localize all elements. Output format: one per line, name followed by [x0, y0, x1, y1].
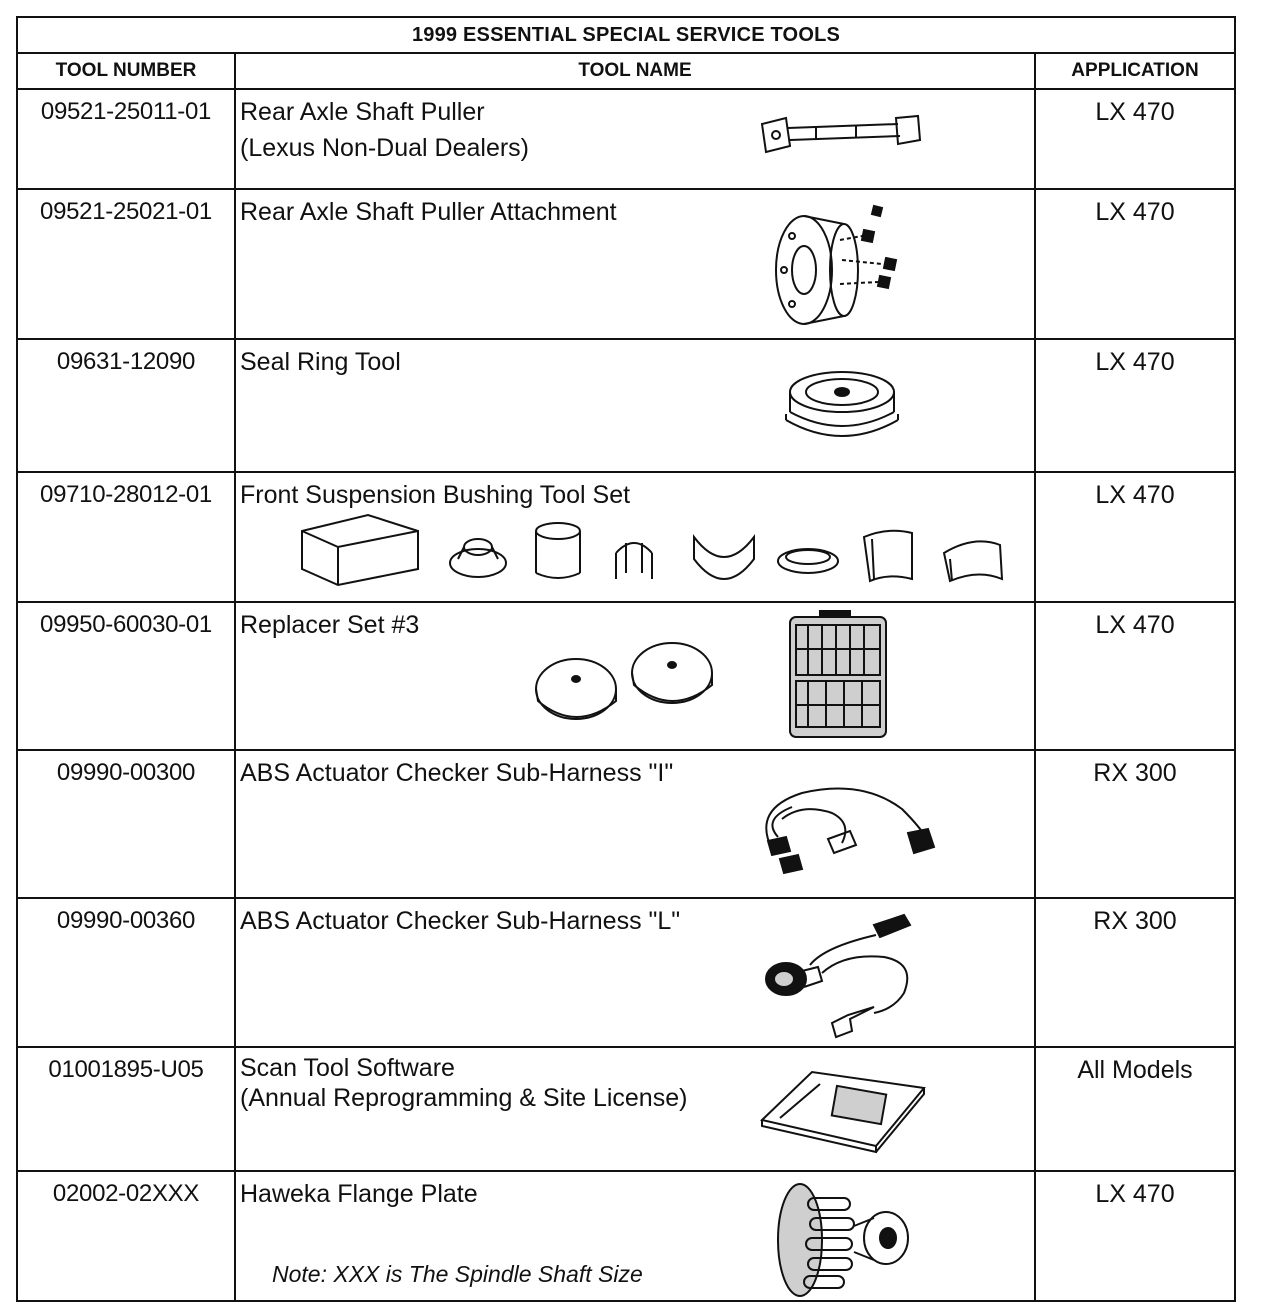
- table-title: 1999 ESSENTIAL SPECIAL SERVICE TOOLS: [17, 17, 1235, 53]
- tool-number: 01001895-U05: [17, 1047, 235, 1171]
- table-row: [17, 339, 1235, 471]
- bushing-tool-set-icon: [298, 513, 1008, 593]
- tool-name-line2: (Annual Reprogramming & Site License): [240, 1083, 688, 1112]
- tool-name: Seal Ring Tool: [240, 348, 401, 377]
- application: All Models: [1035, 1047, 1235, 1171]
- puller-attachment-icon: [770, 200, 910, 330]
- harness-i-icon: [752, 779, 942, 875]
- harness-l-icon: [764, 913, 924, 1041]
- header-application: APPLICATION: [1035, 53, 1235, 89]
- flange-plate-icon: [774, 1180, 914, 1298]
- tool-number: 09950-60030-01: [17, 602, 235, 750]
- application: LX 470: [1035, 1171, 1235, 1301]
- tool-name: Rear Axle Shaft Puller: [240, 98, 485, 127]
- table-row: [17, 898, 1235, 1046]
- application: RX 300: [1035, 898, 1235, 1046]
- tool-number: 02002-02XXX: [17, 1171, 235, 1301]
- software-card-icon: [760, 1070, 926, 1152]
- tool-name: Haweka Flange Plate: [240, 1179, 478, 1208]
- table-row: [17, 602, 1235, 750]
- tool-name: Scan Tool Software: [240, 1053, 455, 1082]
- table-row: [17, 89, 1235, 189]
- tool-name: ABS Actuator Checker Sub-Harness "L": [240, 907, 681, 936]
- table-row: [17, 189, 1235, 339]
- tool-number: 09521-25011-01: [17, 89, 235, 189]
- application: LX 470: [1035, 602, 1235, 750]
- axle-shaft-puller-icon: [756, 110, 926, 160]
- tool-number: 09990-00300: [17, 750, 235, 898]
- tool-number: 09990-00360: [17, 898, 235, 1046]
- tool-name: ABS Actuator Checker Sub-Harness "I": [240, 759, 674, 788]
- tool-number: 09710-28012-01: [17, 472, 235, 602]
- tool-number: 09521-25021-01: [17, 189, 235, 339]
- tool-name: Replacer Set #3: [240, 610, 420, 639]
- table-row: [17, 1047, 1235, 1171]
- tools-table: [16, 16, 1236, 1302]
- tool-name: Rear Axle Shaft Puller Attachment: [240, 198, 617, 227]
- table-row: [17, 750, 1235, 898]
- table-row: [17, 1171, 1235, 1301]
- note: Note: XXX is The Spindle Shaft Size: [272, 1261, 643, 1287]
- application: LX 470: [1035, 189, 1235, 339]
- application: LX 470: [1035, 89, 1235, 189]
- replacer-set-icon: [532, 609, 892, 745]
- tool-name-line2: (Lexus Non-Dual Dealers): [240, 134, 530, 163]
- seal-ring-tool-icon: [782, 358, 902, 450]
- tool-name: Front Suspension Bushing Tool Set: [240, 480, 631, 509]
- header-tool-name: TOOL NAME: [235, 53, 1035, 89]
- application: LX 470: [1035, 472, 1235, 602]
- header-tool-number: TOOL NUMBER: [17, 53, 235, 89]
- table-row: [17, 472, 1235, 602]
- application: RX 300: [1035, 750, 1235, 898]
- application: LX 470: [1035, 339, 1235, 471]
- tool-number: 09631-12090: [17, 339, 235, 471]
